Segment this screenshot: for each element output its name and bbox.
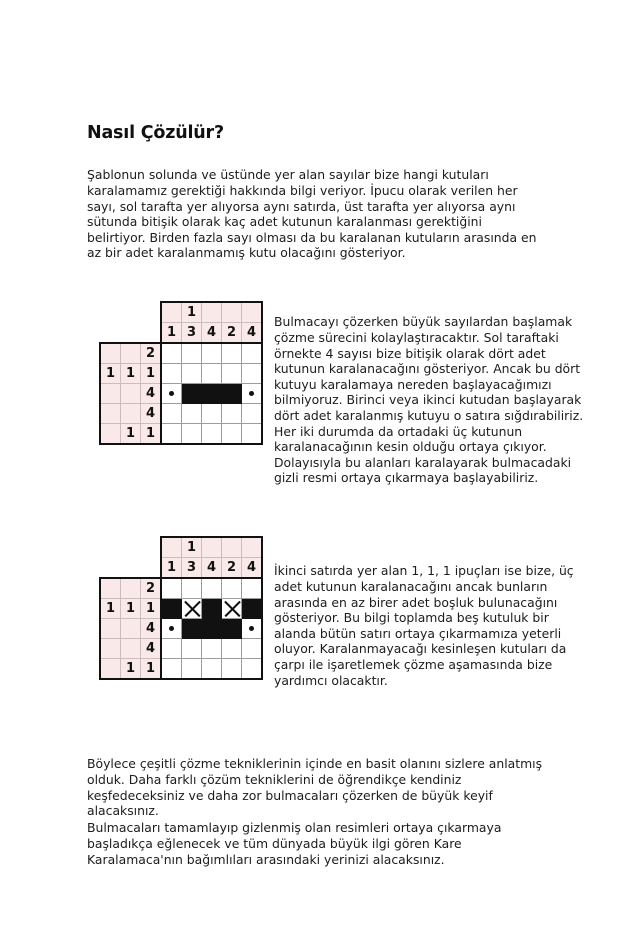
grid-corner-spacer (141, 537, 162, 558)
grid-corner-spacer (100, 302, 121, 323)
column-clue-cell (242, 537, 263, 558)
row-clue-cell: 4 (141, 404, 162, 424)
puzzle-cell-dot[interactable] (161, 384, 182, 404)
puzzle-cell-empty[interactable] (242, 364, 263, 384)
cross-marker-icon (182, 599, 201, 618)
puzzle-cell-empty[interactable] (202, 424, 222, 445)
puzzle-row (100, 424, 262, 445)
puzzle-cell-filled[interactable] (222, 384, 242, 404)
column-clue-cell (161, 537, 182, 558)
row-clue-cell (100, 384, 121, 404)
row-clue-cell (100, 404, 121, 424)
column-clue-cell: 4 (242, 323, 263, 344)
puzzle-cell-empty[interactable] (161, 424, 182, 445)
row-clue-cell: 1 (121, 364, 141, 384)
puzzle-cell-empty[interactable] (202, 364, 222, 384)
nonogram-example-2 (99, 536, 263, 680)
dot-marker-icon (249, 626, 254, 631)
puzzle-cell-empty[interactable] (242, 343, 263, 364)
puzzle-cell-dot[interactable] (242, 619, 263, 639)
grid-corner-spacer (100, 558, 121, 579)
row-clue-cell (121, 384, 141, 404)
puzzle-row (100, 404, 262, 424)
puzzle-cell-cross[interactable] (222, 599, 242, 619)
column-clue-cell (222, 302, 242, 323)
row-clue-cell: 1 (141, 424, 162, 445)
grid-corner-spacer (100, 537, 121, 558)
puzzle-cell-empty[interactable] (242, 578, 263, 599)
row-clue-cell (121, 619, 141, 639)
column-clue-cell (161, 302, 182, 323)
column-clue-cell: 4 (202, 323, 222, 344)
row-clue-cell (121, 578, 141, 599)
row-clue-cell: 2 (141, 578, 162, 599)
puzzle-row (100, 364, 262, 384)
closing-paragraph-1: Böylece çeşitli çözme tekniklerinin içinde en basit olanını sizlere anlatmış olduk. Daha farklı çözüm tekniklerini de öğrendikçe kendiniz keşfedeceksiniz ve daha zor bulmacaları çözerken de büyük keyif alacaksınız. (87, 756, 543, 819)
puzzle-cell-empty[interactable] (182, 404, 202, 424)
puzzle-cell-filled[interactable] (161, 599, 182, 619)
puzzle-cell-empty[interactable] (242, 659, 263, 680)
puzzle-row (100, 343, 262, 364)
puzzle-cell-dot[interactable] (242, 384, 263, 404)
row-clue-cell: 4 (141, 619, 162, 639)
puzzle-cell-empty[interactable] (202, 639, 222, 659)
puzzle-cell-empty[interactable] (222, 424, 242, 445)
nonogram-table (99, 536, 263, 680)
puzzle-cell-empty[interactable] (202, 404, 222, 424)
row-clue-cell (100, 343, 121, 364)
row-clue-cell: 1 (100, 599, 121, 619)
puzzle-row (100, 619, 262, 639)
explanation-paragraph-1: Bulmacayı çözerken büyük sayılardan başlamak çözme sürecini kolaylaştıracaktır. Sol taraftaki örnekte 4 sayısı bize bitişik olarak dört adet kutunun karalanacağını gösteriyor. Ancak bu dört kutuyu karalamaya nereden başlayacağımızı bilmiyoruz. Birinci veya ikinci kutudan başlayarak dört adet karalanmış kutuyu o satıra sığdırabiliriz. Her iki durumda da ortadaki üç kutunun karalanacağının kesin olduğu ortaya çıkıyor. Dolayısıyla bu alanları karalayarak bulmacadaki gizli resmi ortaya çıkarmaya başlayabiliriz. (274, 314, 584, 486)
page-title: Nasıl Çözülür? (87, 122, 224, 143)
row-clue-cell: 4 (141, 639, 162, 659)
puzzle-cell-empty[interactable] (242, 639, 263, 659)
cross-marker-icon (222, 599, 241, 618)
puzzle-cell-empty[interactable] (222, 639, 242, 659)
puzzle-cell-empty[interactable] (161, 659, 182, 680)
nonogram-body-2 (100, 537, 262, 679)
row-clue-cell (100, 619, 121, 639)
row-clue-cell (121, 404, 141, 424)
puzzle-cell-empty[interactable] (202, 578, 222, 599)
puzzle-cell-filled[interactable] (182, 619, 202, 639)
column-clue-cell: 4 (202, 558, 222, 579)
puzzle-cell-filled[interactable] (202, 599, 222, 619)
grid-corner-spacer (100, 323, 121, 344)
puzzle-cell-empty[interactable] (161, 364, 182, 384)
puzzle-cell-empty[interactable] (161, 404, 182, 424)
column-clue-row (100, 537, 262, 558)
puzzle-cell-empty[interactable] (182, 424, 202, 445)
puzzle-cell-filled[interactable] (202, 619, 222, 639)
puzzle-cell-empty[interactable] (242, 404, 263, 424)
puzzle-cell-empty[interactable] (161, 578, 182, 599)
column-clue-cell: 2 (222, 323, 242, 344)
grid-corner-spacer (141, 302, 162, 323)
row-clue-cell: 1 (121, 424, 141, 445)
column-clue-cell: 1 (182, 537, 202, 558)
puzzle-row (100, 659, 262, 680)
puzzle-cell-empty[interactable] (202, 343, 222, 364)
puzzle-cell-filled[interactable] (222, 619, 242, 639)
grid-corner-spacer (141, 323, 162, 344)
row-clue-cell: 1 (141, 659, 162, 680)
puzzle-row (100, 599, 262, 619)
dot-marker-icon (249, 391, 254, 396)
grid-corner-spacer (121, 558, 141, 579)
puzzle-cell-filled[interactable] (202, 384, 222, 404)
column-clue-row (100, 323, 262, 344)
row-clue-cell (121, 343, 141, 364)
puzzle-cell-empty[interactable] (182, 343, 202, 364)
column-clue-row (100, 558, 262, 579)
puzzle-cell-empty[interactable] (182, 639, 202, 659)
row-clue-cell: 1 (141, 364, 162, 384)
closing-paragraph-2: Bulmacaları tamamlayıp gizlenmiş olan resimleri ortaya çıkarmaya başladıkça eğlenecek ve tüm dünyada büyük ilgi gören Kare Karalamaca'nın bağımlıları arasındaki yerinizi alacaksınız. (87, 820, 502, 867)
puzzle-cell-empty[interactable] (161, 343, 182, 364)
puzzle-cell-empty[interactable] (222, 404, 242, 424)
column-clue-cell: 1 (161, 558, 182, 579)
row-clue-cell: 1 (121, 599, 141, 619)
puzzle-cell-empty[interactable] (182, 578, 202, 599)
column-clue-cell: 1 (182, 302, 202, 323)
row-clue-cell (100, 659, 121, 680)
puzzle-row (100, 639, 262, 659)
puzzle-cell-dot[interactable] (161, 619, 182, 639)
puzzle-cell-empty[interactable] (222, 578, 242, 599)
puzzle-row (100, 384, 262, 404)
column-clue-cell: 3 (182, 323, 202, 344)
puzzle-cell-empty[interactable] (222, 364, 242, 384)
row-clue-cell (100, 639, 121, 659)
column-clue-cell: 2 (222, 558, 242, 579)
column-clue-cell (202, 537, 222, 558)
dot-marker-icon (169, 391, 174, 396)
puzzle-cell-empty[interactable] (182, 659, 202, 680)
dot-marker-icon (169, 626, 174, 631)
grid-corner-spacer (121, 537, 141, 558)
column-clue-cell (202, 302, 222, 323)
column-clue-cell: 4 (242, 558, 263, 579)
puzzle-cell-empty[interactable] (222, 659, 242, 680)
grid-corner-spacer (121, 323, 141, 344)
puzzle-cell-filled[interactable] (242, 599, 263, 619)
nonogram-table (99, 301, 263, 445)
row-clue-cell (100, 424, 121, 445)
column-clue-cell: 3 (182, 558, 202, 579)
row-clue-cell: 1 (141, 599, 162, 619)
nonogram-example-1 (99, 301, 263, 445)
column-clue-cell: 1 (161, 323, 182, 344)
puzzle-cell-empty[interactable] (242, 424, 263, 445)
grid-corner-spacer (121, 302, 141, 323)
column-clue-cell (222, 537, 242, 558)
puzzle-cell-filled[interactable] (182, 384, 202, 404)
puzzle-cell-empty[interactable] (222, 343, 242, 364)
grid-corner-spacer (141, 558, 162, 579)
puzzle-cell-empty[interactable] (182, 364, 202, 384)
puzzle-cell-empty[interactable] (161, 639, 182, 659)
puzzle-row (100, 578, 262, 599)
row-clue-cell (121, 639, 141, 659)
column-clue-row (100, 302, 262, 323)
row-clue-cell: 2 (141, 343, 162, 364)
row-clue-cell: 1 (100, 364, 121, 384)
puzzle-cell-cross[interactable] (182, 599, 202, 619)
puzzle-cell-empty[interactable] (202, 659, 222, 680)
nonogram-body-1 (100, 302, 262, 444)
row-clue-cell: 1 (121, 659, 141, 680)
row-clue-cell (100, 578, 121, 599)
column-clue-cell (242, 302, 263, 323)
row-clue-cell: 4 (141, 384, 162, 404)
explanation-paragraph-2: İkinci satırda yer alan 1, 1, 1 ipuçları ise bize, üç adet kutunun karalanacağını ancak bunların arasında en az birer adet boşluk bulunacağını gösteriyor. Bu bilgi toplamda beş kutuluk bir alanda bütün satırı ortaya çıkarmamıza yeterli oluyor. Karalanmayacağı kesinleşen kutuları da çarpı ile işaretlemek çözme aşamasında bize yardımcı olacaktır. (274, 563, 574, 688)
intro-paragraph: Şablonun solunda ve üstünde yer alan sayılar bize hangi kutuları karalamamız gerektiği hakkında bilgi veriyor. İpucu olarak verilen her sayı, sol tarafta yer alıyorsa aynı satırda, üst tarafta yer alıyorsa aynı sütunda bitişik olarak kaç adet kutunun karalanması gerektiğini belirtiyor. Birden fazla sayı olması da bu karalanan kutuların arasında en az bir adet karalanmamış kutu olacağını gösteriyor. (87, 167, 537, 261)
